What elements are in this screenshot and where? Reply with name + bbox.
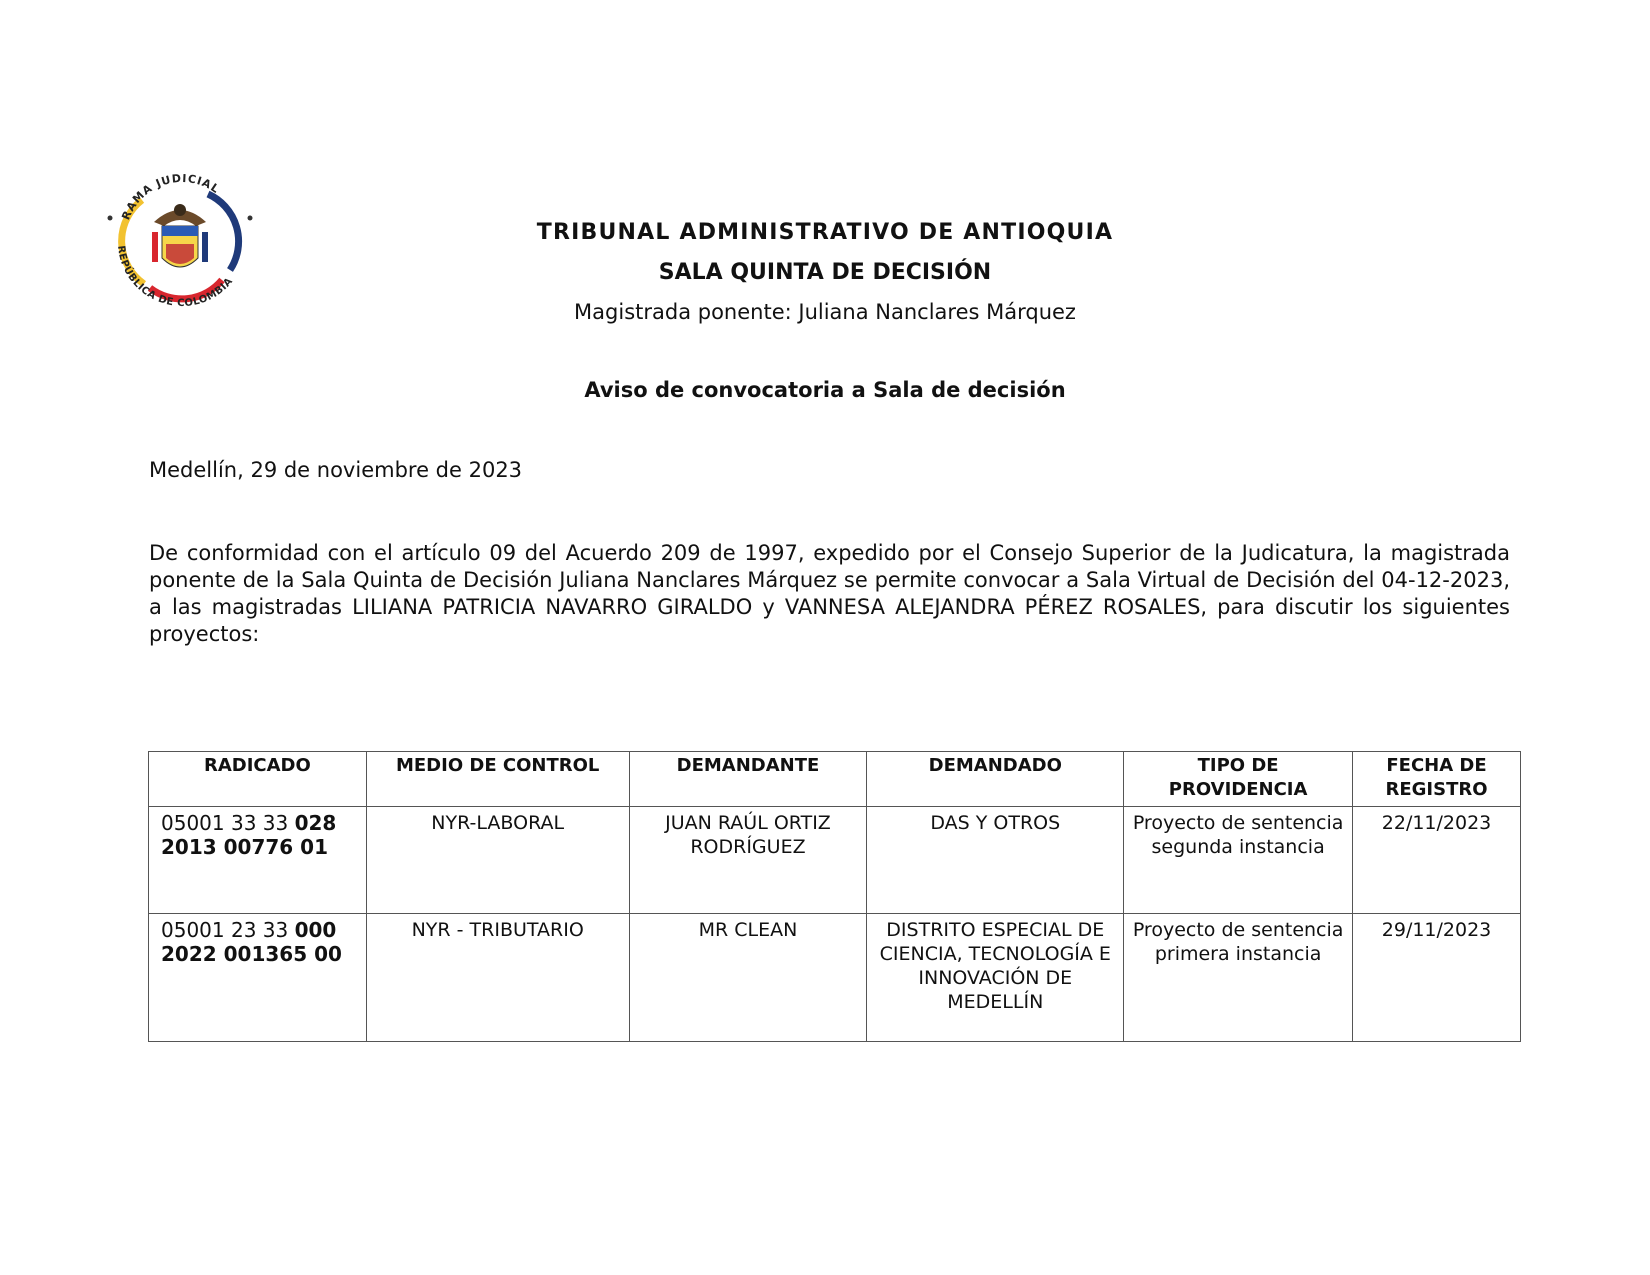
- cell-medio: NYR - TRIBUTARIO: [366, 914, 629, 1042]
- radicado-number: 000 2022 001365 00: [161, 918, 342, 966]
- projects-table: [148, 751, 1521, 1042]
- cell-demandado: DISTRITO ESPECIAL DE CIENCIA, TECNOLOGÍA E INNOVACIÓN DE MEDELLÍN: [867, 914, 1124, 1042]
- cell-radicado: [149, 914, 367, 1042]
- svg-text:REPÚBLICA DE COLOMBIA: REPÚBLICA DE COLOMBIA: [115, 244, 236, 310]
- table-row: [149, 914, 1521, 1042]
- institution-title: TRIBUNAL ADMINISTRATIVO DE ANTIOQUIA: [536, 220, 1114, 245]
- table-header-row: [149, 752, 1521, 807]
- cell-fecha: 29/11/2023: [1353, 914, 1521, 1042]
- cell-medio: NYR-LABORAL: [366, 807, 629, 914]
- notice-title: Aviso de convocatoria a Sala de decisión: [584, 378, 1066, 402]
- header-demandado: DEMANDADO: [867, 752, 1124, 807]
- header-radicado: RADICADO: [149, 752, 367, 807]
- cell-tipo: Proyecto de sentencia segunda instancia: [1124, 807, 1353, 914]
- radicado-prefix: 05001 23 33: [161, 918, 295, 942]
- table-row: [149, 807, 1521, 914]
- radicado-number: 028 2013 00776 01: [161, 811, 337, 859]
- chamber-title: SALA QUINTA DE DECISIÓN: [658, 260, 992, 285]
- magistrate-line: Magistrada ponente: Juliana Nanclares Márquez: [574, 300, 1076, 324]
- radicado-prefix: 05001 33 33: [161, 811, 295, 835]
- header-demandante: DEMANDANTE: [629, 752, 867, 807]
- header-fecha-de-registro: FECHA DE REGISTRO: [1353, 752, 1521, 807]
- cell-radicado: [149, 807, 367, 914]
- header-tipo-de-providencia: TIPO DE PROVIDENCIA: [1124, 752, 1353, 807]
- cell-demandado: DAS Y OTROS: [867, 807, 1124, 914]
- date-line: Medellín, 29 de noviembre de 2023: [149, 458, 523, 482]
- cell-tipo: Proyecto de sentencia primera instancia: [1124, 914, 1353, 1042]
- body-paragraph: De conformidad con el artículo 09 del Acuerdo 209 de 1997, expedido por el Consejo Superior de la Judicatura, la magistrada ponente de la Sala Quinta de Decisión Juliana Nanclares Márquez se permite convocar a Sala Virtual de Decisión del 04-12-2023, a las magistradas LILIANA PATRICIA NAVARRO GIRALDO y VANNESA ALEJANDRA PÉREZ ROSALES, para discutir los siguientes proyectos:: [149, 541, 1510, 646]
- header-medio-de-control: MEDIO DE CONTROL: [366, 752, 629, 807]
- cell-demandante: MR CLEAN: [629, 914, 867, 1042]
- cell-fecha: 22/11/2023: [1353, 807, 1521, 914]
- svg-text:RAMA JUDICIAL: RAMA JUDICIAL: [119, 171, 223, 222]
- cell-demandante: JUAN RAÚL ORTIZ RODRÍGUEZ: [629, 807, 867, 914]
